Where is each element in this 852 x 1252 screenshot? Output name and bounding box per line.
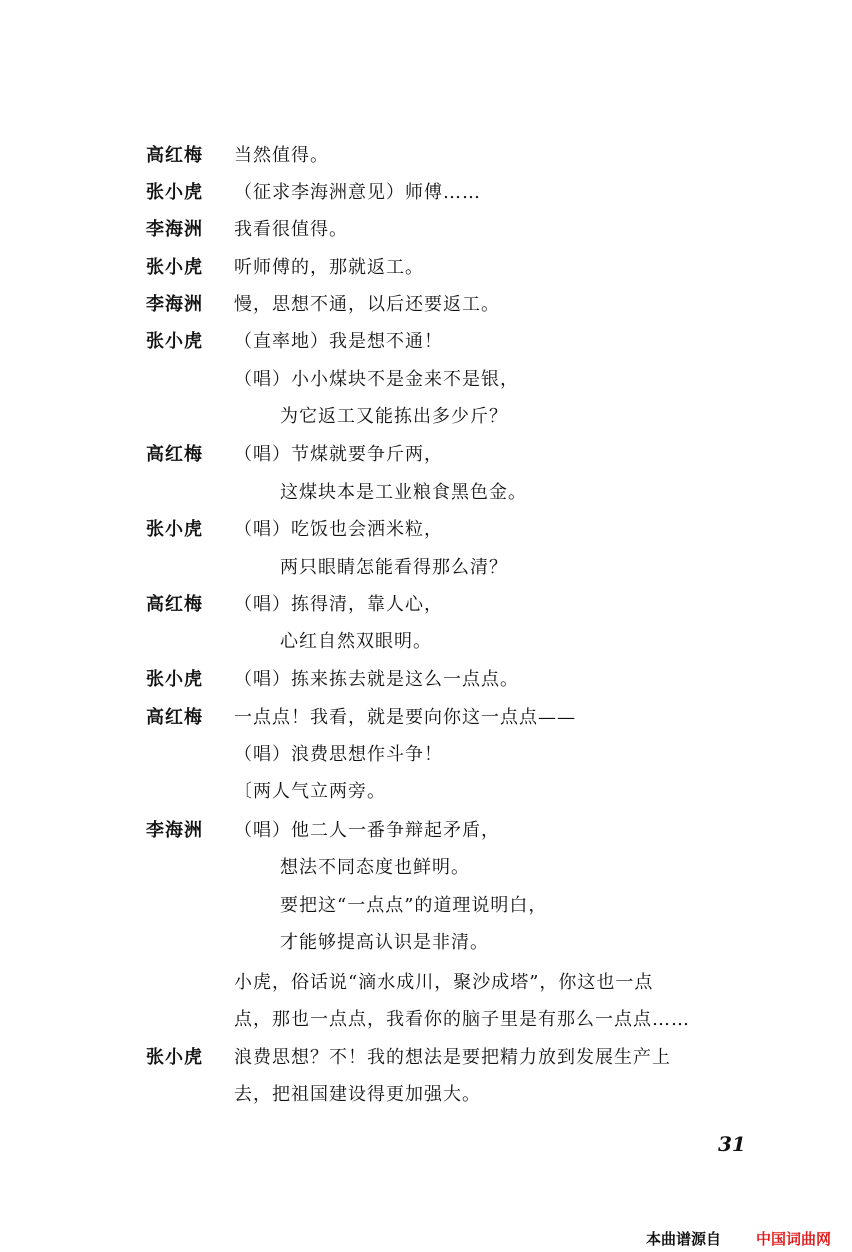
line-text: 为它返工又能拣出多少斤？ <box>280 406 508 427</box>
speaker-name: 张小虎 <box>146 257 203 278</box>
line-text: 两只眼睛怎能看得那么清？ <box>280 557 508 578</box>
dialogue-line <box>0 968 852 1002</box>
dialogue-line <box>0 141 852 175</box>
line-text: 想法不同态度也鲜明。 <box>280 857 470 878</box>
speaker-name: 张小虎 <box>146 519 203 540</box>
line-text: 小虎，俗话说“滴水成川，聚沙成塔”，你这也一点 <box>234 972 654 993</box>
line-text: 心红自然双眼明。 <box>280 631 432 652</box>
line-text: 去，把祖国建设得更加强大。 <box>234 1084 481 1105</box>
dialogue-line <box>0 440 852 474</box>
line-text: （唱）拣来拣去就是这么一点点。 <box>234 669 519 690</box>
speaker-name: 高红梅 <box>146 145 203 166</box>
dialogue-line <box>0 215 852 249</box>
dialogue-line <box>0 665 852 699</box>
line-text: 〔两人气立两旁。 <box>234 781 386 802</box>
line-text: 听师傅的，那就返工。 <box>234 257 424 278</box>
dialogue-line <box>0 365 852 399</box>
dialogue-line <box>0 1043 852 1077</box>
line-text: 当然值得。 <box>234 145 329 166</box>
dialogue-line <box>0 703 852 737</box>
dialogue-line <box>0 290 852 324</box>
footer-site-name: 中国词曲网 <box>756 1230 832 1248</box>
speaker-name: 高红梅 <box>146 707 203 728</box>
page-number: 31 <box>718 1132 746 1156</box>
line-text: （唱）小小煤块不是金来不是银， <box>234 369 519 390</box>
dialogue-line <box>0 253 852 287</box>
line-text: （唱）浪费思想作斗争！ <box>234 744 443 765</box>
dialogue-line <box>0 478 852 512</box>
speaker-name: 高红梅 <box>146 444 203 465</box>
stage-direction <box>0 777 852 811</box>
line-text: 才能够提高认识是非清。 <box>280 932 489 953</box>
dialogue-line <box>0 327 852 361</box>
dialogue-line <box>0 928 852 962</box>
line-text: （唱）节煤就要争斤两， <box>234 444 443 465</box>
dialogue-line <box>0 1080 852 1114</box>
line-text: （唱）吃饭也会洒米粒， <box>234 519 443 540</box>
speaker-name: 李海洲 <box>146 820 203 841</box>
dialogue-line <box>0 1005 852 1039</box>
dialogue-line <box>0 590 852 624</box>
line-text: （唱）拣得清，靠人心， <box>234 594 443 615</box>
line-text: （直率地）我是想不通！ <box>234 331 443 352</box>
speaker-name: 张小虎 <box>146 1047 203 1068</box>
line-text: 点，那也一点点，我看你的脑子里是有那么一点点…… <box>234 1009 690 1030</box>
line-text: 慢，思想不通，以后还要返工。 <box>234 294 500 315</box>
line-text: 这煤块本是工业粮食黑色金。 <box>280 482 527 503</box>
footer-source-text: 本曲谱源自 <box>646 1230 722 1248</box>
dialogue-line <box>0 740 852 774</box>
dialogue-line <box>0 816 852 850</box>
dialogue-line <box>0 853 852 887</box>
dialogue-line <box>0 515 852 549</box>
line-text: 要把这“一点点”的道理说明白， <box>280 895 548 916</box>
line-text: 一点点！我看，就是要向你这一点点—— <box>234 707 576 728</box>
speaker-name: 张小虎 <box>146 331 203 352</box>
speaker-name: 李海洲 <box>146 294 203 315</box>
speaker-name: 李海洲 <box>146 219 203 240</box>
dialogue-line <box>0 402 852 436</box>
line-text: 我看很值得。 <box>234 219 348 240</box>
line-text: （征求李海洲意见）师傅…… <box>234 182 481 203</box>
dialogue-line <box>0 891 852 925</box>
line-text: 浪费思想？不！我的想法是要把精力放到发展生产上 <box>234 1047 671 1068</box>
speaker-name: 张小虎 <box>146 669 203 690</box>
dialogue-line <box>0 553 852 587</box>
speaker-name: 高红梅 <box>146 594 203 615</box>
line-text: （唱）他二人一番争辩起矛盾， <box>234 820 500 841</box>
speaker-name: 张小虎 <box>146 182 203 203</box>
dialogue-line <box>0 627 852 661</box>
dialogue-line <box>0 178 852 212</box>
